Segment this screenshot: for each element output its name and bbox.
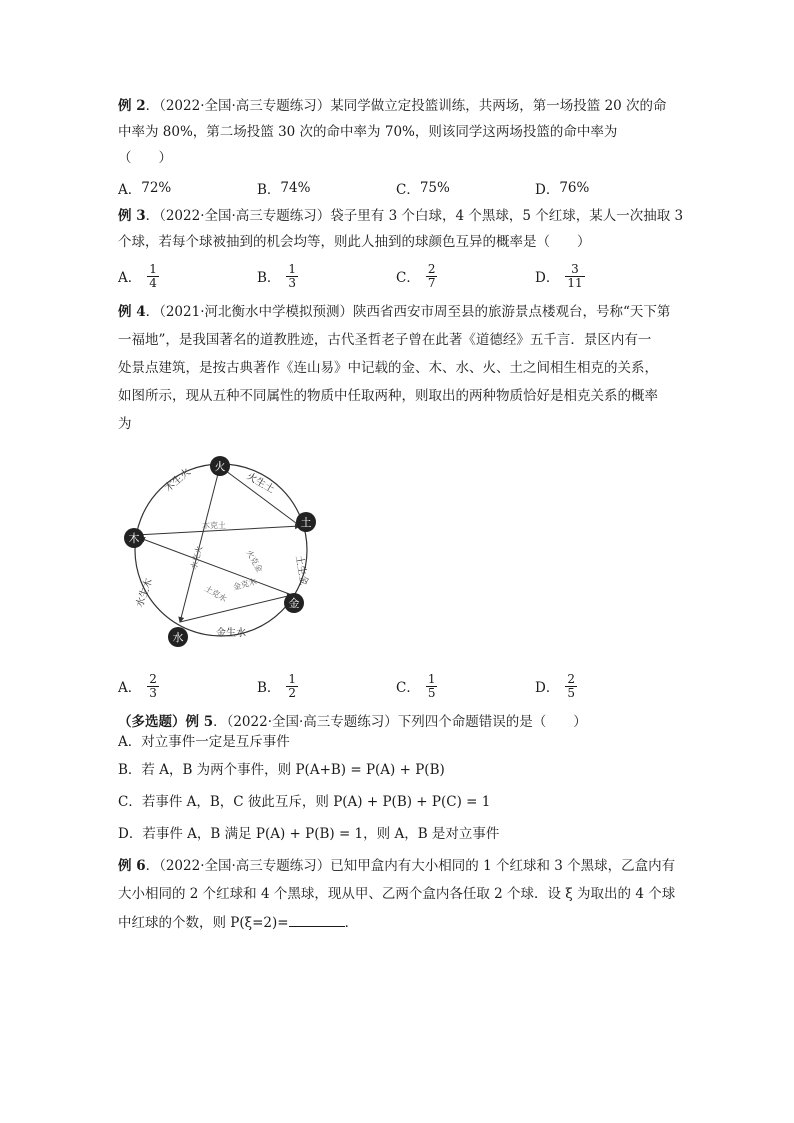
ex4-text1: ．（2021·河北衡水中学模拟预测）陕西省西安市周至县的旅游景点楼观台，号称“天下第 xyxy=(145,304,671,320)
label-metal-wood: 金克木 xyxy=(232,577,258,592)
node-water xyxy=(168,627,188,647)
fraction xyxy=(426,673,438,700)
ex5-label: 例 5 xyxy=(185,714,214,730)
ex2-line2: 中率为 80%，第二场投篮 30 次的命中率为 70%，则该同学这两场投篮的命中率为 xyxy=(118,124,618,140)
fraction xyxy=(426,263,438,290)
ex5-option-b[interactable]: B．若 A，B 为两个事件，则 P(A+B) = P(A) + P(B) xyxy=(118,762,445,778)
wuxing-diagram xyxy=(118,440,328,660)
ex4-label: 例 4 xyxy=(118,304,146,320)
ex2-text1: ．（2022·全国·高三专题练习）某同学做立定投篮训练，共两场，第一场投篮 20 次的命 xyxy=(145,98,667,114)
star-edge xyxy=(180,466,220,622)
ex6-period: ． xyxy=(344,915,359,931)
ex3-option-c[interactable] xyxy=(396,260,437,292)
node-wood xyxy=(124,528,144,548)
fraction xyxy=(286,263,298,290)
node-wood-label: 木 xyxy=(128,532,140,545)
inner-labels xyxy=(188,520,265,604)
node-metal xyxy=(284,593,304,613)
fraction xyxy=(147,673,159,700)
label-earth-water: 土克水 xyxy=(203,583,229,604)
ex6-text3: 中红球的个数，则 P(ξ=2)= xyxy=(118,915,289,931)
ex5-option-d[interactable]: D．若事件 A，B 满足 P(A) + P(B) = 1，则 A，B 是对立事件 xyxy=(118,826,500,842)
fraction xyxy=(147,263,159,290)
ex3-text1: ．（2022·全国·高三专题练习）袋子里有 3 个白球，4 个黑球，5 个红球，某人一次抽取 3 xyxy=(145,208,684,224)
option-letter: A． xyxy=(118,680,142,696)
ex5-text1: ．（2022·全国·高三专题练习）下列四个命题错误的是（ ） xyxy=(213,714,587,730)
numerator: 1 xyxy=(288,671,297,686)
ex2-option-d[interactable] xyxy=(535,172,589,204)
fraction xyxy=(286,673,298,700)
ex5-line1 xyxy=(118,712,587,732)
ex5-prefix: （多选题） xyxy=(118,714,186,730)
ex6-line1 xyxy=(118,856,675,876)
ex3-option-d[interactable] xyxy=(535,260,585,292)
ex6-text1: ．（2022·全国·高三专题练习）已知甲盒内有大小相同的 1 个红球和 3 个黑球，乙盒内有 xyxy=(145,858,676,874)
ex2-options xyxy=(118,172,718,204)
ex5-option-a[interactable]: A．对立事件一定是互斥事件 xyxy=(118,734,290,750)
ex4-line3: 处景点建筑，是按古典著作《连山易》中记载的金、木、水、火、土之间相生相克的关系， xyxy=(118,360,658,376)
node-metal-label: 金 xyxy=(288,597,300,610)
numerator: 3 xyxy=(571,261,579,276)
option-letter: A． xyxy=(118,182,142,198)
denominator: 5 xyxy=(427,685,436,700)
numerator: 1 xyxy=(288,261,297,276)
ex3-line2: 个球，若每个球被抽到的机会均等，则此人抽到的球颜色互异的概率是（ ） xyxy=(118,234,591,250)
ex6-line3 xyxy=(118,912,358,933)
label-fire-earth: 火生土 xyxy=(244,471,276,496)
ex6-label: 例 6 xyxy=(118,858,146,874)
option-letter: C． xyxy=(396,270,420,286)
ex4-line5: 为 xyxy=(118,416,132,432)
ex2-option-b[interactable] xyxy=(257,172,310,204)
label-earth-metal: 土生金 xyxy=(293,554,310,587)
ex4-option-d[interactable] xyxy=(535,670,577,702)
ex5-option-c[interactable]: C．若事件 A，B，C 彼此互斥，则 P(A) + P(B) + P(C) = 1 xyxy=(118,794,491,810)
numerator: 1 xyxy=(427,671,436,686)
ex2-option-c[interactable] xyxy=(396,172,450,204)
node-water-label: 水 xyxy=(172,631,184,644)
label-wood-earth: 木克土 xyxy=(202,521,226,530)
option-letter: D． xyxy=(535,182,560,198)
star-edge xyxy=(180,595,292,622)
ex2-label: 例 2 xyxy=(118,98,146,114)
ex4-line4: 如图所示，现从五种不同属性的物质中任取两种，则取出的两种物质恰好是相克关系的概率 xyxy=(118,388,658,404)
label-water-wood: 水生木 xyxy=(134,577,156,610)
ex3-option-b[interactable] xyxy=(257,260,298,292)
option-letter: B． xyxy=(257,270,281,286)
ex6-line2: 大小相同的 2 个红球和 4 个黑球，现从甲、乙两个盒内各任取 2 个球．设 ξ 为取出的 4 个球 xyxy=(118,886,676,902)
ex3-options xyxy=(118,260,718,292)
ex4-option-a[interactable] xyxy=(118,670,159,702)
ex4-option-c[interactable] xyxy=(396,670,437,702)
option-letter: D． xyxy=(535,680,560,696)
ex4-line2: 一福地”，是我国著名的道教胜迹，古代圣哲老子曾在此著《道德经》五千言．景区内有一 xyxy=(118,332,652,348)
ex2-line1 xyxy=(118,96,667,116)
node-earth xyxy=(296,512,316,532)
fraction xyxy=(565,673,577,700)
answer-blank[interactable] xyxy=(289,912,345,927)
ex4-options xyxy=(118,670,718,702)
numerator: 2 xyxy=(427,261,436,276)
ex2-option-a[interactable] xyxy=(118,172,171,204)
denominator: 2 xyxy=(288,685,297,700)
option-text: 76% xyxy=(559,180,590,196)
label-water-fire: 水克火 xyxy=(189,545,205,571)
ex3-line1 xyxy=(118,206,683,226)
denominator: 4 xyxy=(149,275,157,290)
option-letter: C． xyxy=(396,182,420,198)
node-earth-label: 土 xyxy=(300,516,312,529)
option-text: 75% xyxy=(419,180,450,196)
denominator: 3 xyxy=(288,275,297,290)
outer-cycle xyxy=(135,464,307,636)
option-letter: B． xyxy=(257,680,281,696)
option-letter: C． xyxy=(396,680,420,696)
numerator: 1 xyxy=(149,261,157,276)
denominator: 3 xyxy=(149,685,157,700)
label-fire-metal: 火克金 xyxy=(244,548,265,574)
numerator: 2 xyxy=(149,671,157,686)
label-wood-fire: 木生火 xyxy=(162,466,193,495)
option-text: 74% xyxy=(280,180,311,196)
option-text: 72% xyxy=(141,180,172,196)
option-letter: A． xyxy=(118,270,142,286)
denominator: 7 xyxy=(427,275,436,290)
node-fire-label: 火 xyxy=(214,460,226,473)
denominator: 5 xyxy=(567,685,575,700)
ex2-paren: （ ） xyxy=(118,150,172,166)
ex3-label: 例 3 xyxy=(118,208,146,224)
option-letter: B． xyxy=(257,182,281,198)
node-fire xyxy=(210,456,230,476)
ex4-line1 xyxy=(118,302,670,322)
star-edge xyxy=(140,538,292,595)
fraction xyxy=(565,263,584,290)
ex3-option-a[interactable] xyxy=(118,260,159,292)
numerator: 2 xyxy=(567,671,575,686)
option-letter: D． xyxy=(535,270,560,286)
ex4-option-b[interactable] xyxy=(257,670,298,702)
denominator: 11 xyxy=(567,275,583,290)
label-metal-water: 金生水 xyxy=(216,628,246,639)
